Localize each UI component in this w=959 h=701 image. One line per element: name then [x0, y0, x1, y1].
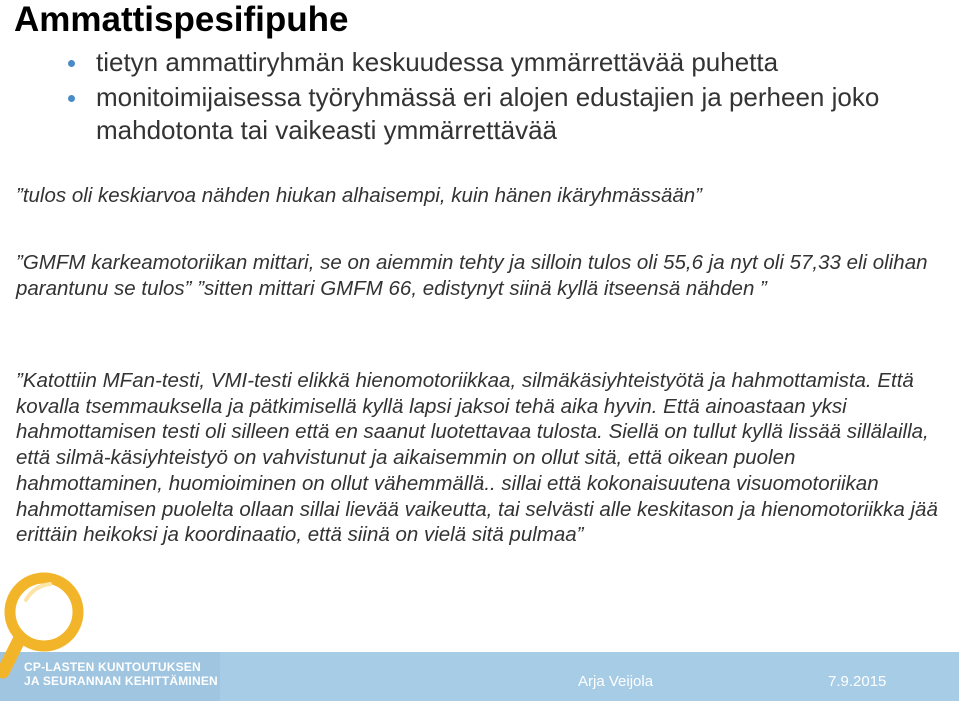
logo-line-2: JA SEURANNAN KEHITTÄMINEN	[24, 674, 218, 688]
slide-title: Ammattispesifipuhe	[14, 0, 349, 39]
footer-date: 7.9.2015	[828, 673, 887, 690]
footer-author: Arja Veijola	[578, 673, 654, 690]
bullet-dot-icon	[68, 95, 75, 102]
quote-1: ”tulos oli keskiarvoa nähden hiukan alhaisempi, kuin hänen ikäryhmässään”	[16, 184, 702, 207]
bullet-text: monitoimijaisessa työryhmässä eri alojen edustajien ja perheen joko mahdotonta tai vaikeasti ymmärrettävää	[96, 82, 880, 145]
bullet-item	[66, 81, 946, 147]
logo-line-1: CP-LASTEN KUNTOUTUKSEN	[24, 660, 201, 674]
bullet-text: tietyn ammattiryhmän keskuudessa ymmärrettävää puhetta	[96, 47, 779, 77]
quote-2: ”GMFM karkeamotoriikan mittari, se on aiemmin tehty ja silloin tulos oli 55,6 ja nyt oli 57,33 eli olihan parantunu se tulos” ”sitten mittari GMFM 66, edistynyt siinä kyllä itseensä nähden ”	[16, 251, 928, 300]
bullet-item	[66, 46, 946, 79]
bullet-list	[66, 46, 946, 147]
footer-logo-text	[24, 660, 218, 688]
bullet-dot-icon	[68, 60, 75, 67]
quote-3: ”Katottiin MFan-testi, VMI-testi elikkä hienomotoriikkaa, silmäkäsiyhteistyötä ja hahmottamista. Että kovalla tsemmauksella ja pätkimisellä kyllä lapsi jaksoi tehä aika hyvin. Että ainoastaan yksi hahmottamisen testi oli silleen että en saanut luotettavaa tulosta. Siellä on tullut kyllä lissää sillälailla, että silmä-käsiyhteistyö on vahvistunut ja aikaisemmin on ollut sitä, että oikean puolen hahmottaminen, huomioiminen on ollut vähemmällä.. sillai että kokonaisuutena visuomotoriikan hahmottamisen puolelta ollaan sillai lievää vaikeutta, tai selvästi alle keskitason ja hienomotoriikka jää erittäin heikoksi ja koordinaatio, että siinä on vielä sitä pulmaa”	[16, 369, 938, 547]
